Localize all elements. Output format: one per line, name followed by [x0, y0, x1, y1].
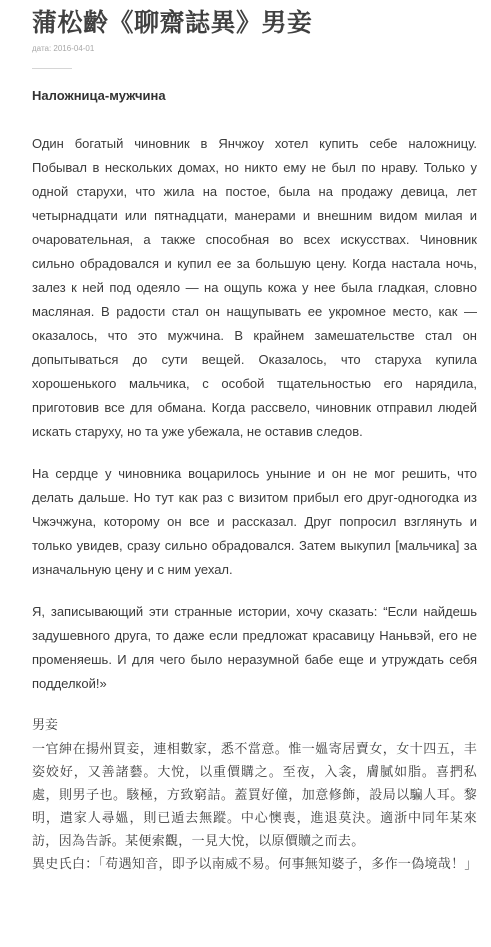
- paragraph-2: На сердце у чиновника воцарилось уныние и он не мог решить, что делать дальше. Но тут как раз с визитом прибыл его друг-одногодка из Чжэчжуна, которому он все и рассказал. Друг попросил взглянуть и только увидев, сразу сильно обрадовался. Затем выкупил [мальчика] за изначальную цену и с ним уехал.: [32, 466, 477, 577]
- article-title: 蒲松齡《聊齋誌異》男妾: [32, 8, 313, 37]
- paragraph-3: Я, записывающий эти странные истории, хочу сказать: “Если найдешь задушевного друга, то даже если предложат красавицу Наньвэй, его не променяешь. И для чего было неразумной бабе еще и утруждать себя подделкой!»: [32, 604, 477, 691]
- paragraph-1: Один богатый чиновник в Янчжоу хотел купить себе наложницу. Побывал в нескольких домах, но никто ему не был по нраву. Только у одной старухи, что жила на постое, была на продажу девица, лет четырнадцати или пятнадцати, манерами и внешним видом милая и очаровательная, а также способная во всех искусствах. Чиновник сильно обрадовался и купил ее за большую цену. Когда настала ночь, залез к ней под одеяло — на ощупь кожа у нее была гладкая, словно масляная. В радости стал он нащупывать ее укромное место, как — оказалось, что это мужчина. В крайнем замешательстве стал он допытываться до сути вещей. Оказалось, что старуха купила хорошенького мальчика, с особой тщательностью его нарядила, приготовив все для обмана. Когда рассвело, чиновник отправил людей искать старуху, но та уже убежала, не оставив следов.: [32, 136, 477, 439]
- article-subtitle: Наложница-мужчина: [32, 88, 166, 103]
- original-text: 一官紳在揚州買妾，連相數家，悉不當意。惟一媼寄居賣女，女十四五，丰姿姣好，又善諸藝。大悅，以重價購之。至夜，入衾，膚膩如脂。喜捫私處，則男子也。駭極，方致窮詰。蓋買好僮，加意修飾，設局以騙人耳。黎明，遣家人尋媼，則已遁去無蹤。中心懊喪，進退莫決。適浙中同年某來訪，因為告訴。某便索觀，一見大悅，以原價贖之而去。: [32, 742, 477, 849]
- original-heading: 男妾: [32, 718, 59, 733]
- title-divider: [32, 68, 72, 69]
- article-date: дата: 2016-04-01: [32, 44, 95, 53]
- original-comment: 異史氏白：「苟遇知音，即予以南威不易。何事無知婆子，多作一偽境哉！」: [32, 857, 478, 872]
